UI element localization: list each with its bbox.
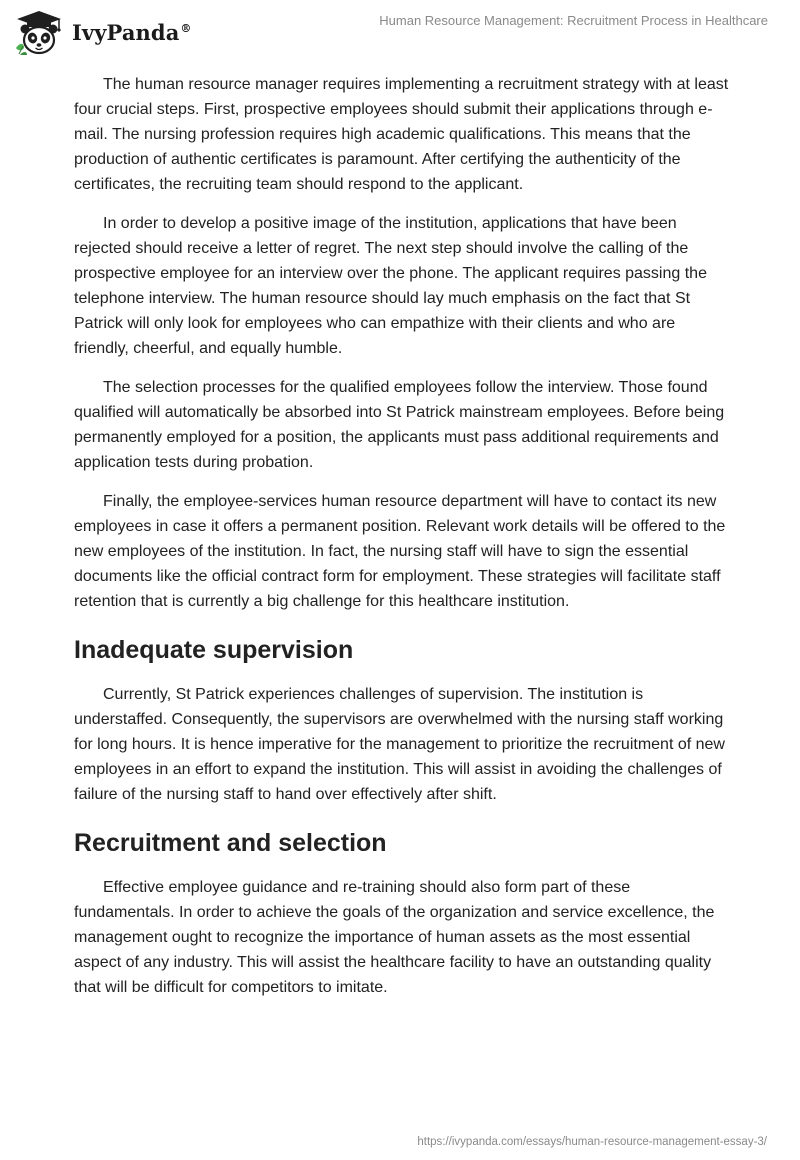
- paragraph: In order to develop a positive image of the institution, applications that have been rejected should receive a letter of regret. The next step should involve the calling of the prospective employee for an interview over the phone. The applicant requires passing the telephone interview. The human resource should lay much emphasis on the fact that St Patrick will only look for employees who can empathize with their clients and who are friendly, cheerful, and equally humble.: [74, 215, 707, 357]
- brand-name: IvyPanda®: [72, 19, 192, 45]
- paragraph: The selection processes for the qualified employees follow the interview. Those found qualified will automatically be absorbed into St Patrick mainstream employees. Before being permanently employed for a position, the applicants must pass additional requirements and application tests during probation.: [74, 379, 725, 471]
- essay-content: [74, 72, 734, 1014]
- panda-graduation-cap-icon: [14, 8, 64, 56]
- paragraph: Currently, St Patrick experiences challenges of supervision. The institution is understaffed. Consequently, the supervisors are overwhelmed with the nursing staff working for long hours. It is hence imperative for the management to prioritize the recruitment of new employees in an effort to expand the institution. This will assist in avoiding the challenges of failure of the nursing staff to hand over effectively after shift.: [74, 686, 725, 803]
- section-heading-inadequate-supervision: Inadequate supervision: [74, 636, 354, 664]
- paragraph: The human resource manager requires implementing a recruitment strategy with at least four crucial steps. First, prospective employees should submit their applications through e-mail. The nursing profession requires high academic qualifications. This means that the production of authentic certificates is paramount. After certifying the authenticity of the certificates, the recruiting team should respond to the applicant.: [74, 76, 729, 193]
- page-header: [0, 0, 800, 64]
- source-url: https://ivypanda.com/essays/human-resource-management-essay-3/: [417, 1136, 767, 1148]
- paragraph: Effective employee guidance and re-training should also form part of these fundamentals. In order to achieve the goals of the organization and service excellence, the management ought to recognize the importance of human assets as the most essential aspect of any industry. This will assist the healthcare facility to have an outstanding quality that will be difficult for competitors to imitate.: [74, 879, 715, 996]
- section-heading-recruitment-and-selection: Recruitment and selection: [74, 829, 387, 857]
- document-title: Human Resource Management: Recruitment Process in Healthcare: [379, 13, 768, 28]
- ivypanda-logo[interactable]: [14, 8, 224, 56]
- paragraph: Finally, the employee-services human resource department will have to contact its new employees in case it offers a permanent position. Relevant work details will be offered to the new employees of the institution. In fact, the nursing staff will have to sign the essential documents like the official contract form for employment. These strategies will facilitate staff retention that is currently a big challenge for this healthcare institution.: [74, 493, 726, 610]
